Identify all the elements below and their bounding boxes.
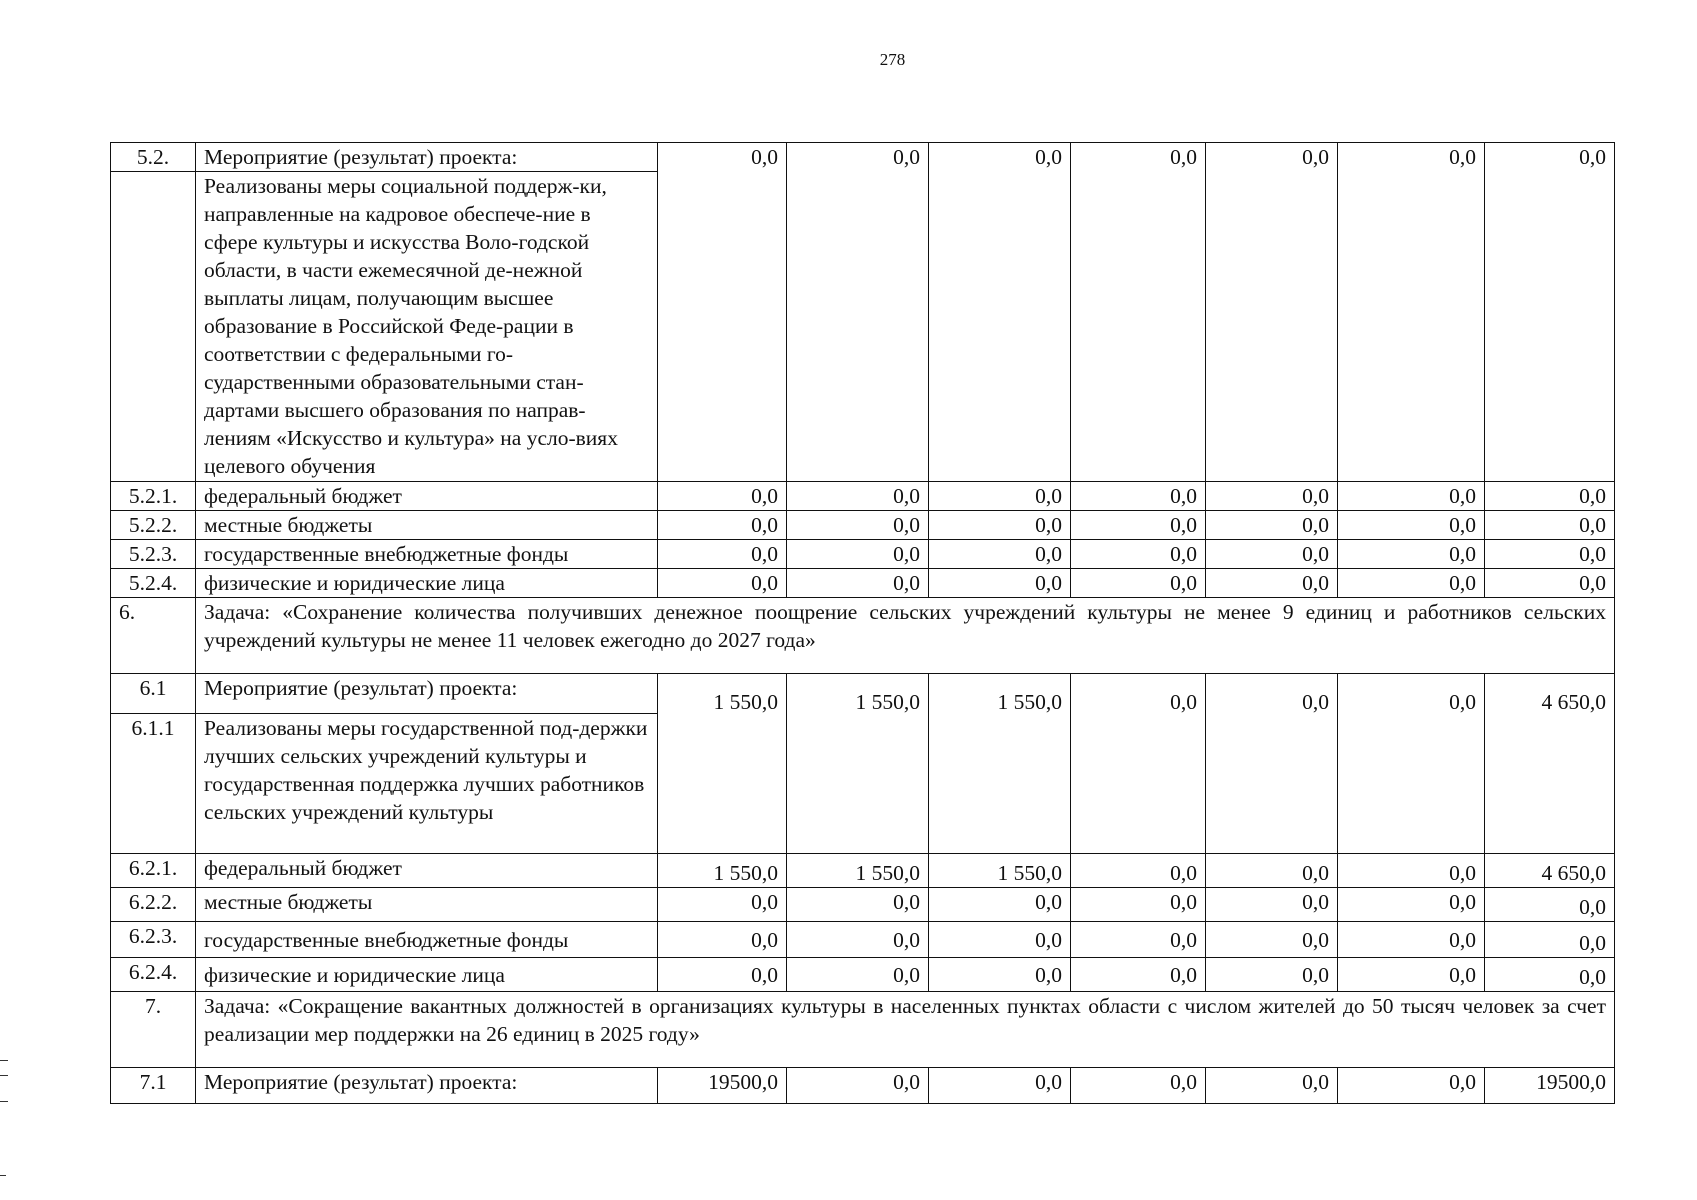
value-cell: 0,0 bbox=[1485, 511, 1615, 540]
value-cell: 0,0 bbox=[658, 569, 787, 598]
row-number: 6.2.2. bbox=[111, 888, 196, 922]
value-cell: 0,0 bbox=[1485, 888, 1615, 922]
value-cell: 0,0 bbox=[1485, 540, 1615, 569]
scan-margin-dash bbox=[0, 1175, 6, 1176]
value-cell: 0,0 bbox=[1338, 482, 1485, 511]
value-cell: 19500,0 bbox=[658, 1068, 787, 1104]
value-cell: 0,0 bbox=[929, 958, 1071, 992]
value-cell: 0,0 bbox=[787, 143, 929, 482]
page-number: 278 bbox=[879, 50, 906, 69]
value-cell: 0,0 bbox=[787, 540, 929, 569]
value-cell: 0,0 bbox=[1338, 888, 1485, 922]
table-row bbox=[111, 482, 1615, 511]
value-cell: 0,0 bbox=[658, 482, 787, 511]
value-cell: 1 550,0 bbox=[658, 854, 787, 888]
value-cell: 0,0 bbox=[787, 482, 929, 511]
row-label: федеральный бюджет bbox=[196, 854, 658, 888]
row-label: государственные внебюджетные фонды bbox=[196, 540, 658, 569]
row-number: 5.2.1. bbox=[111, 482, 196, 511]
value-cell: 0,0 bbox=[1485, 482, 1615, 511]
value-cell: 0,0 bbox=[929, 143, 1071, 482]
row-number: 6. bbox=[111, 598, 196, 674]
value-cell: 0,0 bbox=[1338, 958, 1485, 992]
row-label: Мероприятие (результат) проекта: bbox=[196, 1068, 658, 1104]
row-label: Мероприятие (результат) проекта: bbox=[196, 143, 658, 172]
value-cell: 0,0 bbox=[1485, 922, 1615, 958]
table-row-task bbox=[111, 992, 1615, 1068]
table-row bbox=[111, 674, 1615, 714]
row-number: 6.1.1 bbox=[111, 714, 196, 854]
value-cell: 0,0 bbox=[1071, 888, 1206, 922]
value-cell: 0,0 bbox=[1485, 143, 1615, 482]
value-cell: 0,0 bbox=[1338, 1068, 1485, 1104]
value-cell: 0,0 bbox=[1206, 511, 1338, 540]
value-cell: 0,0 bbox=[1071, 511, 1206, 540]
value-cell: 1 550,0 bbox=[658, 674, 787, 854]
value-cell: 0,0 bbox=[787, 1068, 929, 1104]
value-cell: 0,0 bbox=[1206, 569, 1338, 598]
value-cell: 0,0 bbox=[1206, 854, 1338, 888]
table-row-task bbox=[111, 598, 1615, 674]
value-cell: 0,0 bbox=[1071, 922, 1206, 958]
value-cell: 0,0 bbox=[1206, 958, 1338, 992]
value-cell: 0,0 bbox=[1206, 1068, 1338, 1104]
row-label: физические и юридические лица bbox=[196, 569, 658, 598]
value-cell: 0,0 bbox=[787, 958, 929, 992]
value-cell: 0,0 bbox=[1206, 482, 1338, 511]
value-cell: 0,0 bbox=[658, 958, 787, 992]
value-cell: 0,0 bbox=[1206, 888, 1338, 922]
value-cell: 1 550,0 bbox=[929, 674, 1071, 854]
row-number: 5.2. bbox=[111, 143, 196, 172]
row-description: Реализованы меры социальной поддерж-ки, направленные на кадровое обеспече-ние в сфере культуры и искусства Воло-годской области, в части ежемесячной де-нежной выплаты лицам, получающим высшее образование в Российской Феде-рации в соответствии с федеральными го-сударственными образовательными стан-дартами высшего образования по направ-лениям «Искусство и культура» на усло-виях целевого обучения bbox=[196, 172, 658, 482]
row-number: 5.2.2. bbox=[111, 511, 196, 540]
value-cell: 0,0 bbox=[1338, 569, 1485, 598]
value-cell: 0,0 bbox=[658, 511, 787, 540]
value-cell: 0,0 bbox=[1206, 143, 1338, 482]
table-row bbox=[111, 854, 1615, 888]
value-cell: 0,0 bbox=[1071, 1068, 1206, 1104]
value-cell: 0,0 bbox=[1206, 922, 1338, 958]
value-cell: 0,0 bbox=[1485, 569, 1615, 598]
value-cell: 0,0 bbox=[658, 143, 787, 482]
table-row bbox=[111, 922, 1615, 958]
value-cell: 0,0 bbox=[1071, 569, 1206, 598]
row-number bbox=[111, 172, 196, 482]
value-cell: 0,0 bbox=[929, 482, 1071, 511]
row-number: 5.2.4. bbox=[111, 569, 196, 598]
value-cell: 0,0 bbox=[1206, 540, 1338, 569]
value-cell: 0,0 bbox=[1071, 958, 1206, 992]
table-row bbox=[111, 143, 1615, 172]
value-cell: 0,0 bbox=[1338, 540, 1485, 569]
table-row bbox=[111, 569, 1615, 598]
value-cell: 0,0 bbox=[929, 540, 1071, 569]
row-label: федеральный бюджет bbox=[196, 482, 658, 511]
value-cell: 0,0 bbox=[1071, 854, 1206, 888]
value-cell: 0,0 bbox=[1071, 674, 1206, 854]
value-cell: 0,0 bbox=[1071, 143, 1206, 482]
row-number: 6.1 bbox=[111, 674, 196, 714]
value-cell: 0,0 bbox=[658, 888, 787, 922]
task-text: Задача: «Сохранение количества получивших денежное поощрение сельских учреждений культуры не менее 9 единиц и работников сельских учреждений культуры не менее 11 человек ежегодно до 2027 года» bbox=[196, 598, 1615, 674]
value-cell: 19500,0 bbox=[1485, 1068, 1615, 1104]
row-label: местные бюджеты bbox=[196, 888, 658, 922]
table-row bbox=[111, 1068, 1615, 1104]
value-cell: 0,0 bbox=[1338, 674, 1485, 854]
value-cell: 0,0 bbox=[929, 922, 1071, 958]
value-cell: 0,0 bbox=[1485, 958, 1615, 992]
value-cell: 0,0 bbox=[929, 1068, 1071, 1104]
value-cell: 0,0 bbox=[1338, 143, 1485, 482]
table-row bbox=[111, 958, 1615, 992]
value-cell: 0,0 bbox=[929, 511, 1071, 540]
row-label: государственные внебюджетные фонды bbox=[196, 922, 658, 958]
value-cell: 4 650,0 bbox=[1485, 854, 1615, 888]
budget-table bbox=[110, 142, 1615, 1104]
value-cell: 0,0 bbox=[1071, 540, 1206, 569]
value-cell: 0,0 bbox=[1206, 674, 1338, 854]
value-cell: 0,0 bbox=[658, 540, 787, 569]
value-cell: 0,0 bbox=[787, 511, 929, 540]
task-text: Задача: «Сокращение вакантных должностей в организациях культуры в населенных пунктах области с числом жителей до 50 тысяч человек за счет реализации мер поддержки на 26 единиц в 2025 году» bbox=[196, 992, 1615, 1068]
value-cell: 0,0 bbox=[929, 888, 1071, 922]
row-label: местные бюджеты bbox=[196, 511, 658, 540]
value-cell: 0,0 bbox=[787, 888, 929, 922]
value-cell: 0,0 bbox=[787, 922, 929, 958]
row-number: 7. bbox=[111, 992, 196, 1068]
value-cell: 0,0 bbox=[1338, 854, 1485, 888]
row-description: Реализованы меры государственной под-держки лучших сельских учреждений культуры и государственная поддержка лучших работников сельских учреждений культуры bbox=[196, 714, 658, 854]
table-row bbox=[111, 511, 1615, 540]
row-number: 6.2.3. bbox=[111, 922, 196, 958]
value-cell: 0,0 bbox=[1071, 482, 1206, 511]
value-cell: 0,0 bbox=[787, 569, 929, 598]
value-cell: 0,0 bbox=[1338, 922, 1485, 958]
row-number: 5.2.3. bbox=[111, 540, 196, 569]
table-row bbox=[111, 888, 1615, 922]
table-row bbox=[111, 540, 1615, 569]
value-cell: 0,0 bbox=[1338, 511, 1485, 540]
value-cell: 0,0 bbox=[658, 922, 787, 958]
value-cell: 1 550,0 bbox=[787, 674, 929, 854]
row-number: 6.2.1. bbox=[111, 854, 196, 888]
value-cell: 1 550,0 bbox=[787, 854, 929, 888]
row-label: Мероприятие (результат) проекта: bbox=[196, 674, 658, 714]
scan-margin-mark bbox=[0, 1060, 8, 1102]
value-cell: 1 550,0 bbox=[929, 854, 1071, 888]
row-number: 6.2.4. bbox=[111, 958, 196, 992]
row-label: физические и юридические лица bbox=[196, 958, 658, 992]
value-cell: 0,0 bbox=[929, 569, 1071, 598]
value-cell: 4 650,0 bbox=[1485, 674, 1615, 854]
row-number: 7.1 bbox=[111, 1068, 196, 1104]
